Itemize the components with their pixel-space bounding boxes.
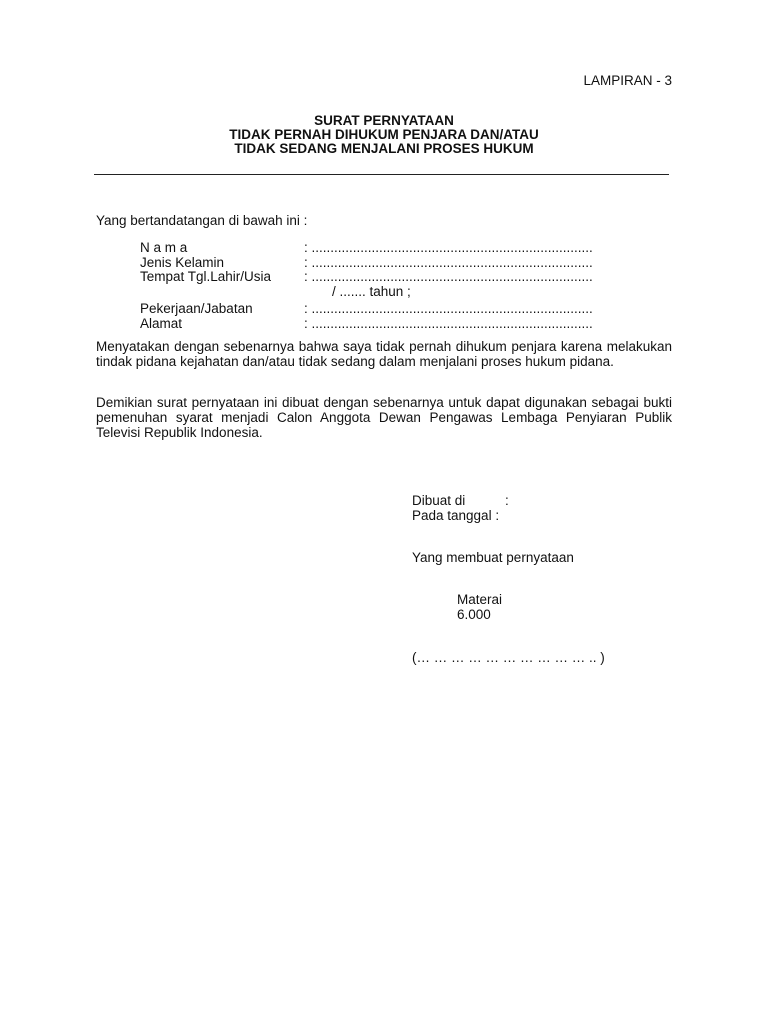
field-label: Jenis Kelamin [140, 254, 225, 270]
field-value: / ....... tahun ; [332, 283, 411, 299]
field-pekerjaan [140, 302, 640, 317]
materai-label: Materai [457, 592, 503, 607]
field-jenis-kelamin [140, 256, 640, 271]
statement-paragraph: Menyatakan dengan sebenarnya bahwa saya tidak pernah dihukum penjara karena melakukan tindak pidana kejahatan dan/atau tidak sedang dalam menjalani proses hukum pidana. [96, 339, 672, 369]
field-label: Pekerjaan/Jabatan [140, 301, 253, 316]
field-value: : ........................................................................... [304, 315, 593, 331]
document-title [96, 114, 672, 156]
place-date-block [412, 493, 672, 523]
field-usia [140, 285, 640, 300]
intro-text: Yang bertandatangan di bawah ini : [96, 213, 308, 228]
field-value: : ........................................................................... [304, 254, 593, 270]
materai-amount: 6.000 [457, 607, 491, 622]
dibuat-di-colon: : [505, 493, 509, 508]
pada-tanggal-label: Pada tanggal : [412, 508, 500, 523]
title-line-3: TIDAK SEDANG MENJALANI PROSES HUKUM [234, 141, 534, 156]
title-line-1: SURAT PERNYATAAN [314, 113, 454, 128]
field-tempat-tgl-lahir [140, 270, 640, 285]
field-nama [140, 241, 640, 256]
maker-label: Yang membuat pernyataan [412, 550, 574, 565]
field-alamat [140, 317, 640, 332]
field-value: : ........................................................................... [304, 301, 593, 316]
field-value: : ........................................................................... [304, 269, 593, 284]
signature-line: (… … … … … … … … … … .. ) [412, 650, 605, 665]
closing-paragraph: Demikian surat pernyataan ini dibuat dengan sebenarnya untuk dapat digunakan sebagai bukti pemenuhan syarat menjadi Calon Anggota Dewan Pengawas Lembaga Penyiaran Publik Televisi Republik Indonesia. [96, 395, 672, 440]
field-value: : ........................................................................... [304, 240, 593, 255]
title-line-2: TIDAK PERNAH DIHUKUM PENJARA DAN/ATAU [229, 127, 539, 142]
field-label: Tempat Tgl.Lahir/Usia [140, 269, 272, 284]
materai-stamp-placeholder [457, 592, 502, 622]
title-divider [94, 174, 669, 175]
field-label: N a m a [140, 240, 188, 255]
dibuat-di-row [412, 493, 672, 508]
pada-tanggal-row [412, 508, 672, 523]
dibuat-di-label: Dibuat di [412, 493, 466, 508]
identity-fields [140, 241, 640, 331]
lampiran-label: LAMPIRAN - 3 [583, 73, 672, 88]
field-label: Alamat [140, 315, 183, 331]
